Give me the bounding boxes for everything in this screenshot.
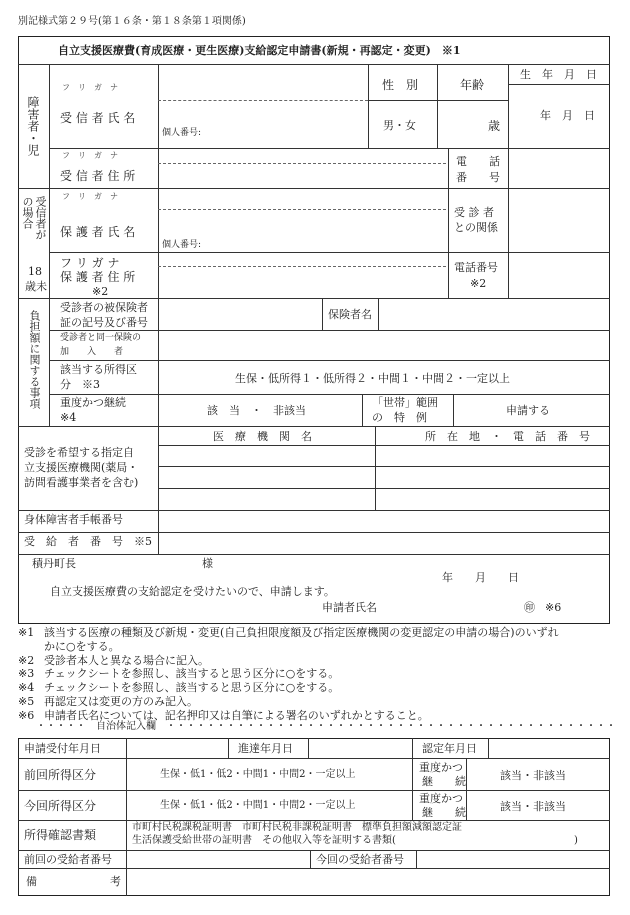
my-number-label: 個人番号: <box>162 240 202 250</box>
close-paren: ) <box>574 835 578 846</box>
forwarded-date-label: 進達年月日 <box>238 742 293 755</box>
relation-label: との関係 <box>454 221 498 234</box>
divider <box>49 64 50 298</box>
prev-income-options[interactable]: 生保・低1・低2・中間1・中間2・一定以上 <box>160 769 356 780</box>
note-text: かに○をする。 <box>44 639 120 653</box>
furigana-label: フ リ ガ ナ <box>60 256 120 270</box>
insurer-field[interactable] <box>380 300 608 328</box>
divider <box>18 532 610 533</box>
divider <box>453 394 454 426</box>
remarks-field[interactable] <box>128 870 608 894</box>
severe-label: 重度かつ <box>419 792 463 805</box>
divider <box>126 738 127 896</box>
guardian-address-label: 保 護 者 住 所 <box>60 270 136 284</box>
facility-address-field[interactable] <box>377 468 608 487</box>
curr-income-label: 今回所得区分 <box>24 799 97 813</box>
note-text: 再認定又は変更の方のみ記入。 <box>44 695 198 708</box>
note-mark: ※2 <box>92 285 109 298</box>
divider <box>158 445 610 446</box>
age-unit: 歳 <box>488 119 501 133</box>
divider <box>508 148 509 298</box>
income-docs-options[interactable]: 市町村民税課税証明書 市町村民税非課税証明書 標準負担額減額認定証 <box>132 822 462 833</box>
approved-date-label: 認定年月日 <box>422 742 477 755</box>
remarks-label: 考 <box>110 875 121 888</box>
divider <box>18 790 610 791</box>
burden-group-label: 負担額に関する事項 <box>28 310 41 409</box>
guardian-group-label: の場合 <box>21 196 34 229</box>
divider <box>488 738 489 758</box>
divider <box>375 426 376 510</box>
curr-income-options[interactable]: 生保・低1・低2・中間1・中間2・一定以上 <box>160 800 356 811</box>
guardian-address-furigana-field[interactable] <box>160 254 445 265</box>
curr-recipient-label: 今回の受給者番号 <box>316 853 404 866</box>
divider <box>18 758 610 759</box>
divider <box>412 738 413 758</box>
application-date[interactable]: 年 月 日 <box>442 571 519 584</box>
divider <box>368 64 369 148</box>
income-docs-label: 所得確認書類 <box>24 828 97 842</box>
patient-address-field[interactable] <box>160 165 445 185</box>
divider <box>378 298 379 330</box>
divider <box>49 148 610 149</box>
guardian-phone-field[interactable] <box>510 254 608 296</box>
prev-recipient-label: 前回の受給者番号 <box>24 853 112 866</box>
patient-phone-field[interactable] <box>510 150 608 186</box>
divider <box>508 64 509 148</box>
facility-name-field[interactable] <box>160 447 373 465</box>
guardian-group-label: 歳未 <box>25 280 47 293</box>
divider <box>49 360 610 361</box>
divider <box>158 100 368 101</box>
applicant-name-field[interactable] <box>385 599 515 617</box>
income-class-label: 該当する所得区 <box>60 363 137 376</box>
household-label: の 特 例 <box>372 411 427 424</box>
divider <box>158 466 610 467</box>
facility-name-field[interactable] <box>160 490 373 509</box>
divider <box>412 790 413 820</box>
severe-options[interactable]: 該 当 ・ 非該当 <box>207 404 306 417</box>
form-number: 別記様式第２９号(第１６条・第１８条第１項関係) <box>18 16 246 27</box>
handbook-label: 身体障害者手帳番号 <box>24 513 123 526</box>
note-text: 受診者本人と異なる場合に記入。 <box>44 653 209 667</box>
guardian-group-label: 18 <box>28 265 42 278</box>
furigana-label: フ リ ガ ナ <box>62 192 118 201</box>
facility-name-header: 医 療 機 関 名 <box>213 430 312 443</box>
divider <box>158 209 446 210</box>
received-date-label: 申請受付年月日 <box>24 742 101 755</box>
relation-field[interactable] <box>510 190 608 250</box>
addressee: 積丹町長 <box>32 557 76 570</box>
divider <box>368 100 508 101</box>
furigana-label: フ リ ガ ナ <box>62 83 118 92</box>
guardian-name-field[interactable] <box>160 212 445 238</box>
divider <box>448 148 449 298</box>
income-class-options[interactable]: 生保・低所得１・低所得２・中間１・中間２・一定以上 <box>235 372 510 385</box>
form-title: 自立支援医療費(育成医療・更生医療)支給認定申請書(新規・再認定・変更) ※1 <box>58 44 461 57</box>
divider <box>18 298 610 299</box>
divider <box>416 850 417 868</box>
patient-name-label: 受 信 者 氏 名 <box>60 111 136 125</box>
severe-label: ※4 <box>60 411 77 424</box>
divider <box>228 738 229 758</box>
facility-address-field[interactable] <box>377 447 608 465</box>
divider <box>18 850 610 851</box>
applicant-name-label: 申請者氏名 <box>322 601 377 614</box>
curr-severe-options[interactable]: 該当・非該当 <box>500 800 566 813</box>
note-mark: ※6 <box>18 708 35 722</box>
divider <box>49 394 610 395</box>
divider <box>18 868 610 869</box>
divider <box>158 298 159 426</box>
note-mark: ※2 <box>470 277 487 290</box>
note-mark: ※3 <box>18 667 35 681</box>
divider <box>308 738 309 758</box>
recipient-number-label: 受 給 者 番 号 ※5 <box>24 535 152 548</box>
divider <box>18 188 610 189</box>
note-mark: ※4 <box>18 681 35 695</box>
patient-group-label: 障害者・児 <box>26 96 40 156</box>
phone-label: 番 号 <box>456 171 500 184</box>
same-insurance-label: 受診者と同一保険の <box>60 333 142 343</box>
facility-name-field[interactable] <box>160 468 373 487</box>
divider <box>508 84 610 85</box>
income-class-label: 分 ※3 <box>60 378 100 391</box>
divider <box>18 820 610 821</box>
seal-icon: ㊞ <box>524 601 535 614</box>
note-text: チェックシートを参照し、該当すると思う区分に○をする。 <box>44 667 340 681</box>
facility-address-header: 所 在 地 ・ 電 話 番 号 <box>425 430 590 443</box>
facility-label: 立支援医療機関(薬局・ <box>24 461 139 474</box>
patient-furigana-field[interactable] <box>160 66 365 99</box>
insurer-label: 保険者名 <box>328 308 372 321</box>
severe-label: 重度かつ継続 <box>60 396 126 409</box>
honorific: 様 <box>202 557 213 570</box>
furigana-label: フ リ ガ ナ <box>62 151 118 160</box>
divider <box>437 64 438 148</box>
insured-label: 受診者の被保険者 <box>60 301 148 314</box>
note-text: チェックシートを参照し、該当すると思う区分に○をする。 <box>44 681 340 695</box>
remarks-label: 備 <box>26 875 37 888</box>
divider <box>18 510 610 511</box>
divider <box>310 850 311 868</box>
prev-severe-options[interactable]: 該当・非該当 <box>500 769 566 782</box>
office-section-divider: ・・・・・ 自治体記入欄 ・・・・・・・・・・・・・・・・・・・・・・・・・・・・・・・・・・・・・・・・・・・・・ <box>36 721 616 732</box>
facility-label: 受診を希望する指定自 <box>24 446 134 459</box>
patient-my-number-field[interactable] <box>210 124 360 142</box>
age-field[interactable] <box>440 102 484 146</box>
age-label: 年齢 <box>460 78 485 92</box>
guardian-group-label: 受信者が <box>34 196 47 240</box>
relation-label: 受 診 者 <box>454 206 494 219</box>
note-mark: ※6 <box>545 601 562 614</box>
guardian-furigana-field[interactable] <box>160 190 445 208</box>
apply-option[interactable]: 申請する <box>506 404 550 417</box>
insured-label: 証の記号及び番号 <box>60 316 148 329</box>
note-mark: ※1 <box>18 626 35 639</box>
note-mark: ※5 <box>18 695 35 708</box>
divider <box>158 488 610 489</box>
divider <box>49 298 50 426</box>
guardian-name-label: 保 護 者 氏 名 <box>60 225 136 239</box>
guardian-address-field[interactable] <box>160 268 445 296</box>
divider <box>466 790 467 820</box>
divider <box>322 298 323 330</box>
recipient-number-field[interactable] <box>160 534 608 552</box>
patient-address-furigana-field[interactable] <box>160 150 445 162</box>
note-text: 申請者氏名については、記名押印又は自筆による署名のいずれかとすること。 <box>44 708 429 722</box>
phone-label: 電 話 <box>456 155 500 168</box>
divider <box>158 266 446 267</box>
handbook-field[interactable] <box>160 512 608 530</box>
income-docs-options[interactable]: 生活保護受給世帯の証明書 その他収入等を証明する書類( <box>132 835 396 846</box>
patient-address-label: 受 信 者 住 所 <box>60 169 136 183</box>
severe-label: 継 続 <box>422 806 466 819</box>
severe-label: 継 続 <box>422 775 466 788</box>
divider <box>412 758 413 790</box>
declaration-statement: 自立支援医療費の支給認定を受けたいので、申請します。 <box>50 585 335 598</box>
household-label: 「世帯」範囲 <box>372 396 438 409</box>
dob-value[interactable]: 年 月 日 <box>540 109 595 122</box>
divider <box>18 426 610 427</box>
divider <box>466 758 467 790</box>
facility-address-field[interactable] <box>377 490 608 509</box>
same-insurance-field[interactable] <box>160 332 608 358</box>
sex-label: 性 別 <box>382 78 419 92</box>
patient-name-field[interactable] <box>160 102 365 122</box>
sex-options[interactable]: 男・女 <box>383 119 416 132</box>
same-insurance-label: 加 入 者 <box>60 347 124 357</box>
note-mark: ※2 <box>18 653 35 667</box>
prev-income-label: 前回所得区分 <box>24 768 97 782</box>
divider <box>49 252 610 253</box>
my-number-label: 個人番号: <box>162 128 202 138</box>
divider <box>18 64 610 65</box>
dob-label: 生 年 月 日 <box>520 68 597 81</box>
divider <box>49 330 610 331</box>
severe-label: 重度かつ <box>419 761 463 774</box>
divider <box>158 163 446 164</box>
note-text: 該当する医療の種類及び新規・変更(自己負担限度額及び指定医療機関の変更認定の申請の場合)のいずれ <box>44 626 559 639</box>
divider <box>362 394 363 426</box>
insured-number-field[interactable] <box>160 300 320 328</box>
guardian-phone-label: 電話番号 <box>454 261 498 274</box>
facility-label: 訪問看護事業者を含む) <box>24 476 139 489</box>
divider <box>18 554 610 555</box>
